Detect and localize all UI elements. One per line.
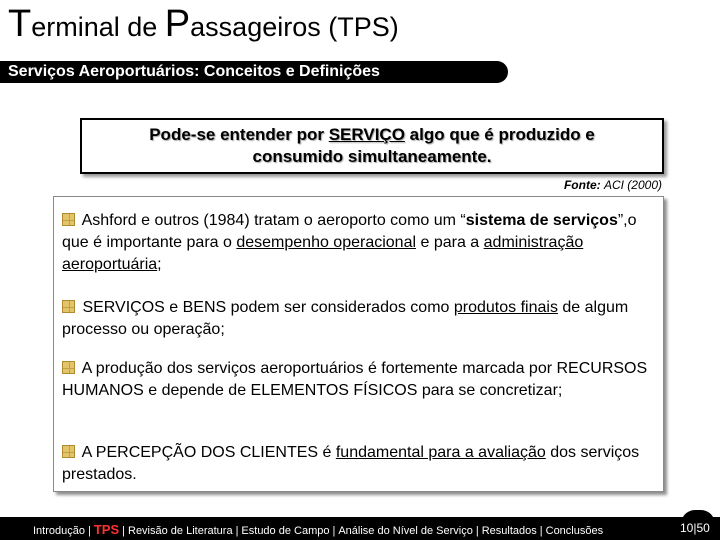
section-subtitle: Serviços Aeroportuários: Conceitos e Definições — [0, 61, 508, 83]
nav-separator: | — [87, 525, 91, 537]
bullet-text: dos serviços prestados. — [62, 444, 640, 483]
source-label: Fonte: — [563, 178, 601, 192]
nav-separator: | — [475, 525, 479, 537]
page-number: 10|50 — [680, 521, 710, 535]
nav-revisao-literatura[interactable]: Revisão de Literatura — [128, 525, 233, 537]
nav-conclusoes[interactable]: Conclusões — [545, 525, 604, 537]
source-citation — [564, 178, 662, 192]
source-value: ACI (2000) — [603, 178, 662, 192]
bullet-text: ; — [157, 256, 162, 273]
bullet-underlined: desempenho operacional — [236, 234, 417, 251]
nav-separator: | — [332, 525, 336, 537]
title-text: assageiros (TPS) — [190, 12, 399, 42]
square-bullet-icon — [62, 300, 75, 313]
nav-estudo-campo[interactable]: Estudo de Campo — [241, 525, 330, 537]
bullet-item — [62, 358, 652, 402]
title-initial: T — [8, 3, 32, 45]
definition-keyword: SERVIÇO — [328, 125, 405, 144]
bullet-text: SERVIÇOS e BENS podem ser considerados como — [78, 299, 454, 316]
slide-title — [8, 4, 399, 47]
footer-bar — [0, 517, 720, 540]
bullet-text: A PERCEPÇÃO DOS CLIENTES é — [78, 444, 336, 461]
square-bullet-icon — [62, 361, 75, 374]
definition-text: algo que é produzido e — [404, 125, 595, 144]
bullet-item — [62, 297, 652, 341]
bullet-text: A produção dos serviços aeroportuários é fortemente marcada por RECURSOS HUMANOS e depende de ELEMENTOS FÍSICOS para se concretizar; — [62, 360, 648, 399]
footer-nav — [33, 522, 603, 537]
bullet-text: e para a — [416, 234, 484, 251]
bullet-text: ”,o que é importante para o — [62, 212, 637, 251]
nav-resultados[interactable]: Resultados — [481, 525, 537, 537]
content-box — [53, 196, 664, 492]
definition-text: Pode-se entender por — [149, 125, 329, 144]
nav-separator: | — [539, 525, 543, 537]
nav-analise-nivel-servico[interactable]: Análise do Nível de Serviço — [338, 525, 473, 537]
definition-box — [80, 118, 664, 174]
nav-separator: | — [235, 525, 239, 537]
bullet-underlined: produtos finais — [453, 299, 558, 316]
nav-introducao[interactable]: Introdução — [33, 525, 85, 537]
definition-line-2: consumido simultaneamente. — [252, 147, 492, 166]
bullet-text: Ashford e outros (1984) tratam o aeroporto como um “ — [78, 212, 466, 229]
bullet-underlined: fundamental para a avaliação — [335, 444, 546, 461]
bullet-item — [62, 210, 652, 276]
bullet-emphasis: sistema de serviços — [465, 212, 618, 229]
bullet-item — [62, 442, 652, 486]
bullet-text: de algum processo ou operação; — [62, 299, 629, 338]
title-initial: P — [164, 3, 191, 45]
square-bullet-icon — [62, 213, 75, 226]
bullet-underlined: administração aeroportuária — [62, 234, 584, 273]
square-bullet-icon — [62, 445, 75, 458]
definition-line-1 — [82, 124, 662, 146]
title-text: erminal de — [31, 12, 165, 42]
nav-separator: | — [122, 525, 125, 537]
nav-tps[interactable]: TPS — [93, 522, 120, 537]
